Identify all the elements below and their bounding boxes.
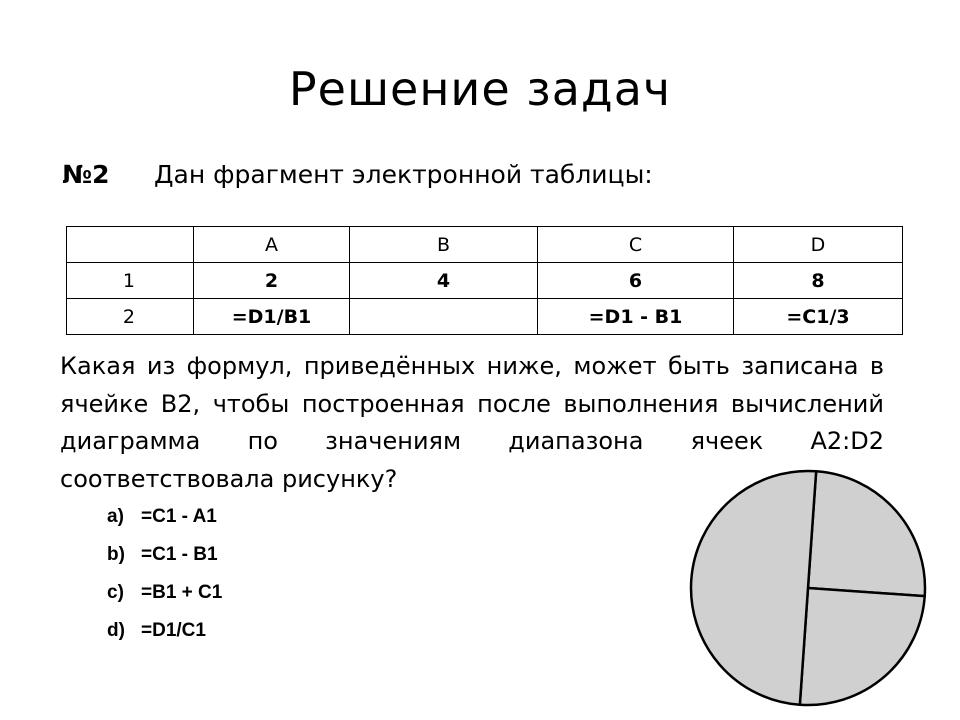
option-letter: d) <box>107 620 125 641</box>
table-row <box>67 299 903 335</box>
column-header-b: B <box>350 227 538 263</box>
cell-b1: 4 <box>350 263 538 299</box>
cell-a2: =D1/B1 <box>194 299 350 335</box>
option-letter: b) <box>107 544 125 565</box>
row-header-1: 1 <box>67 263 194 299</box>
row-header-2: 2 <box>67 299 194 335</box>
task-statement <box>62 160 653 189</box>
option-a <box>107 506 222 544</box>
cell-d2: =C1/3 <box>734 299 903 335</box>
option-formula: =D1/C1 <box>141 620 206 641</box>
cell-c1: 6 <box>538 263 734 299</box>
option-b <box>107 544 222 582</box>
option-letter: c) <box>107 582 124 603</box>
table-row <box>67 263 903 299</box>
cell-b2 <box>350 299 538 335</box>
option-c <box>107 582 222 620</box>
column-header-a: A <box>194 227 350 263</box>
pie-chart <box>688 468 928 708</box>
cell-a1: 2 <box>194 263 350 299</box>
pie-slice-3 <box>691 471 816 705</box>
option-letter: a) <box>107 506 124 527</box>
question-text: Какая из формул, приведённых ниже, может быть записана в ячейке B2, чтобы построенная после выполнения вычислений диаграмма по значениям диапазона ячеек A2:D2 соответствовала рисунку? <box>60 352 884 493</box>
cell-c2: =D1 - B1 <box>538 299 734 335</box>
answer-options <box>107 506 222 658</box>
option-d <box>107 620 222 658</box>
spreadsheet-fragment <box>66 226 903 335</box>
column-header-row <box>67 227 903 263</box>
slide-title: Решение задач <box>288 62 672 116</box>
task-number: №2 <box>62 160 110 189</box>
option-formula: =C1 - A1 <box>141 506 217 527</box>
column-header-c: C <box>538 227 734 263</box>
task-text: Дан фрагмент электронной таблицы: <box>154 160 653 189</box>
column-header-d: D <box>734 227 903 263</box>
cell-d1: 8 <box>734 263 903 299</box>
option-formula: =B1 + C1 <box>141 582 223 603</box>
pie-slice-2 <box>800 588 925 705</box>
pie-slice-1 <box>808 471 925 596</box>
corner-cell <box>67 227 194 263</box>
option-formula: =C1 - B1 <box>141 544 218 565</box>
